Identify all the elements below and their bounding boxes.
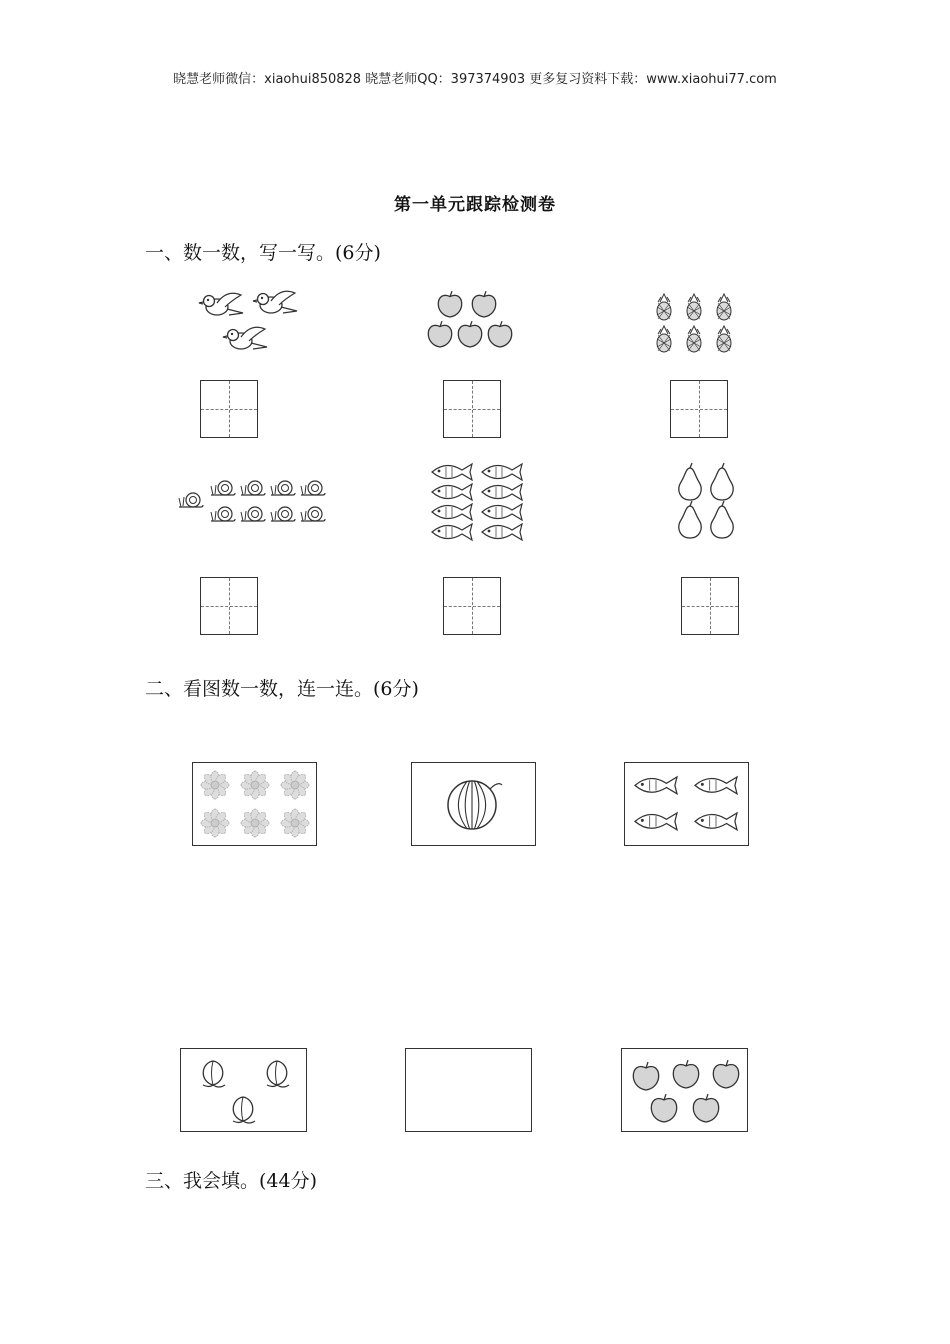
snail-icon <box>271 481 295 495</box>
answer-box-bird[interactable] <box>200 380 258 438</box>
fish-icon <box>482 464 522 480</box>
bird-icon <box>223 327 267 349</box>
peach-icon <box>233 1097 255 1123</box>
fish-icons <box>625 763 750 847</box>
snail-icon <box>301 507 325 521</box>
pineapple-icon <box>657 326 671 352</box>
pear-group <box>676 462 746 544</box>
pineapple-icon <box>657 294 671 320</box>
pineapple-group <box>650 295 740 365</box>
apple-icon <box>633 1062 658 1090</box>
bird-group <box>195 285 310 365</box>
peach-icon <box>203 1061 225 1087</box>
section-3-heading: 三、我会填。(44分) <box>145 1170 318 1192</box>
fish-group <box>428 460 528 546</box>
apple-icon <box>651 1094 676 1122</box>
snail-icon <box>271 507 295 521</box>
section-2-heading: 二、看图数一数，连一连。(6分) <box>145 678 419 700</box>
apple-icon <box>472 291 495 317</box>
snail-icon <box>211 507 235 521</box>
snail-icon <box>241 481 265 495</box>
card-apples[interactable] <box>621 1048 748 1132</box>
page-title: 第一单元跟踪检测卷 <box>394 195 556 215</box>
fish-icon <box>482 504 522 520</box>
pear-icon <box>679 501 701 538</box>
apple-icon <box>428 321 451 347</box>
bird-icon <box>199 293 243 315</box>
flower-icon <box>241 809 269 837</box>
fish-icon <box>432 464 472 480</box>
watermelon-shape <box>448 781 502 829</box>
bird-icon <box>253 291 297 313</box>
apple-icon <box>458 321 481 347</box>
answer-box-fish[interactable] <box>443 577 501 635</box>
pear-icon <box>679 463 701 500</box>
card-peaches[interactable] <box>180 1048 307 1132</box>
fish-icon <box>482 524 522 540</box>
snail-icon <box>211 481 235 495</box>
flower-icon <box>241 771 269 799</box>
apple-icons <box>622 1049 749 1133</box>
fish-icon <box>482 484 522 500</box>
answer-box-snail[interactable] <box>200 577 258 635</box>
snail-group <box>175 478 330 530</box>
pineapple-icon <box>687 326 701 352</box>
card-fish[interactable] <box>624 762 749 846</box>
peach-icon <box>267 1061 289 1087</box>
fish-icon <box>695 777 737 794</box>
fish-icon <box>635 777 677 794</box>
apple-icon <box>438 291 461 317</box>
pineapple-icon <box>717 294 731 320</box>
snail-icon <box>241 507 265 521</box>
watermelon-icon <box>412 763 537 847</box>
pear-icon <box>711 501 733 538</box>
pear-icon <box>711 463 733 500</box>
snail-icon <box>301 481 325 495</box>
page-header: 晓慧老师微信：xiaohui850828 晓慧老师QQ：397374903 更多复习资料下载：www.xiaohui77.com <box>173 72 777 87</box>
apple-icon <box>673 1060 698 1088</box>
card-flowers[interactable] <box>192 762 317 846</box>
answer-box-apple[interactable] <box>443 380 501 438</box>
card-watermelon[interactable] <box>411 762 536 846</box>
apple-group <box>428 288 524 356</box>
peach-icons <box>181 1049 308 1133</box>
fish-icon <box>695 813 737 830</box>
section-1-heading: 一、数一数，写一写。(6分) <box>145 242 381 264</box>
pineapple-icon <box>717 326 731 352</box>
fish-icon <box>635 813 677 830</box>
flower-icon <box>281 771 309 799</box>
pineapple-icon <box>687 294 701 320</box>
snail-icon <box>179 493 203 507</box>
flower-icon <box>201 771 229 799</box>
apple-icon <box>713 1060 738 1088</box>
apple-icon <box>488 321 511 347</box>
card-empty[interactable] <box>405 1048 532 1132</box>
fish-icon <box>432 484 472 500</box>
fish-icon <box>432 524 472 540</box>
answer-box-pineapple[interactable] <box>670 380 728 438</box>
flower-icon <box>201 809 229 837</box>
flower-icon <box>281 809 309 837</box>
apple-icon <box>693 1094 718 1122</box>
answer-box-pear[interactable] <box>681 577 739 635</box>
fish-icon <box>432 504 472 520</box>
flower-icons <box>193 763 318 847</box>
